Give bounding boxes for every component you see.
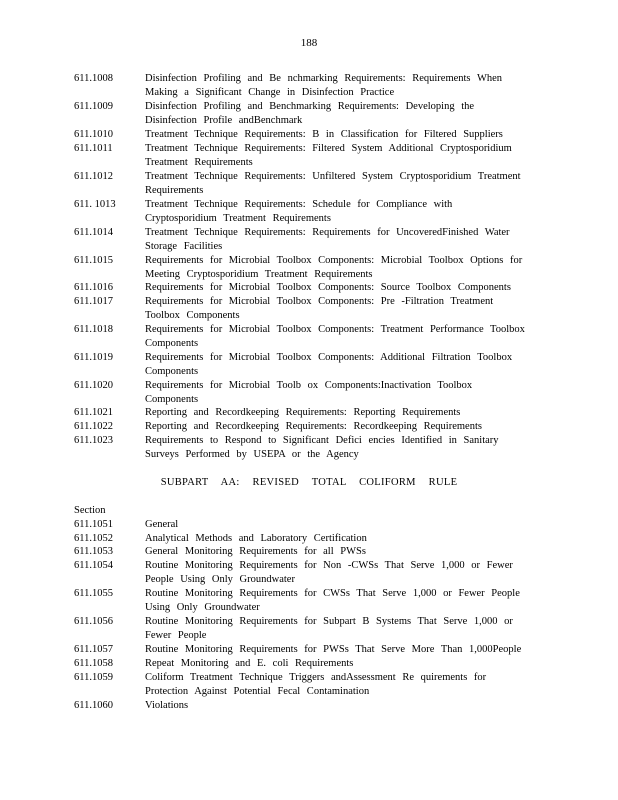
section-title: Disinfection Profiling and Be nchmarking Requirements: Requirements When Making a Significant Change in Disinfection Practice (145, 73, 503, 98)
section-title: Treatment Technique Requirements: Unfiltered System Cryptosporidium Treatment Requirements (145, 171, 521, 196)
section-title: Routine Monitoring Requirements for PWSs That Serve More Than 1,000People (145, 644, 522, 655)
section-number: 611.1012 (74, 171, 113, 182)
section-number: 611.1053 (74, 546, 113, 557)
section-title: Requirements for Microbial Toolbox Components: Treatment Performance Toolbox Components (145, 324, 525, 349)
section-number: 611. 1013 (74, 199, 116, 210)
section-title: Requirements for Microbial Toolbox Components: Additional Filtration Toolbox Components (145, 352, 513, 377)
section-title: Requirements for Microbial Toolbox Components: Microbial Toolbox Options for Meeting Cryptosporidium Treatment Requirements (145, 255, 523, 280)
section-title: Routine Monitoring Requirements for Non -CWSs That Serve 1,000 or Fewer People Using Only Groundwater (145, 560, 513, 585)
section-title: Treatment Technique Requirements: B in Classification for Filtered Suppliers (145, 129, 503, 140)
section-number: 611.1060 (74, 700, 113, 711)
section-number: 611.1019 (74, 352, 113, 363)
section-number: 611.1021 (74, 407, 113, 418)
section-title: Routine Monitoring Requirements for Subpart B Systems That Serve 1,000 or Fewer People (145, 616, 513, 641)
section-title: Violations (145, 700, 189, 711)
section-number: 611.1018 (74, 324, 113, 335)
section-number: 611.1014 (74, 227, 113, 238)
section-title: Treatment Technique Requirements: Requirements for UncoveredFinished Water Storage Facilities (145, 227, 510, 252)
section-number: 611.1015 (74, 255, 113, 266)
section-number: 611.1017 (74, 296, 113, 307)
section-title: Requirements for Microbial Toolbox Components: Pre -Filtration Treatment Toolbox Components (145, 296, 494, 321)
section-number: 611.1058 (74, 658, 113, 669)
section-number: 611.1011 (74, 143, 113, 154)
section-title: Requirements for Microbial Toolbox Components: Source Toolbox Components (145, 282, 511, 293)
section-number: 611.1059 (74, 672, 113, 683)
section-title: Treatment Technique Requirements: Filtered System Additional Cryptosporidium Treatment Requirements (145, 143, 512, 168)
section-title: Repeat Monitoring and E. coli Requirements (145, 658, 354, 669)
section-number: 611.1052 (74, 533, 113, 544)
section-title: Treatment Technique Requirements: Schedule for Compliance with Cryptosporidium Treatment Requirements (145, 199, 453, 224)
section-number: 611.1054 (74, 560, 113, 571)
subpart-heading: SUBPART AA: REVISED TOTAL COLIFORM RULE (160, 477, 458, 488)
section-number: 611.1055 (74, 588, 113, 599)
section-title: General Monitoring Requirements for all PWSs (145, 546, 366, 557)
section-number: 611.1008 (74, 73, 113, 84)
section-number: 611.1010 (74, 129, 113, 140)
section-number: 611.1023 (74, 435, 113, 446)
section-number: 611.1016 (74, 282, 113, 293)
section-title: Analytical Methods and Laboratory Certification (145, 533, 367, 544)
section-title: Requirements for Microbial Toolb ox Components:Inactivation Toolbox Components (145, 380, 473, 405)
section-number: 611.1022 (74, 421, 113, 432)
section-title: Reporting and Recordkeeping Requirements: Recordkeeping Requirements (145, 421, 482, 432)
section-title: General (145, 519, 179, 530)
section-label: Section (74, 505, 106, 516)
section-title: Disinfection Profiling and Benchmarking Requirements: Developing the Disinfection Profile andBenchmark (145, 101, 475, 126)
section-number: 611.1009 (74, 101, 113, 112)
section-title: Routine Monitoring Requirements for CWSs That Serve 1,000 or Fewer People Using Only Groundwater (145, 588, 520, 613)
section-number: 611.1057 (74, 644, 113, 655)
section-title: Reporting and Recordkeeping Requirements: Reporting Requirements (145, 407, 461, 418)
section-title: Coliform Treatment Technique Triggers andAssessment Re quirements for Protection Against Potential Fecal Contamination (145, 672, 487, 697)
section-title: Requirements to Respond to Significant Defici encies Identified in Sanitary Surveys Performed by USEPA or the Agency (145, 435, 499, 460)
page-number: 188 (300, 37, 318, 49)
section-number: 611.1020 (74, 380, 113, 391)
section-number: 611.1056 (74, 616, 113, 627)
section-number: 611.1051 (74, 519, 113, 530)
